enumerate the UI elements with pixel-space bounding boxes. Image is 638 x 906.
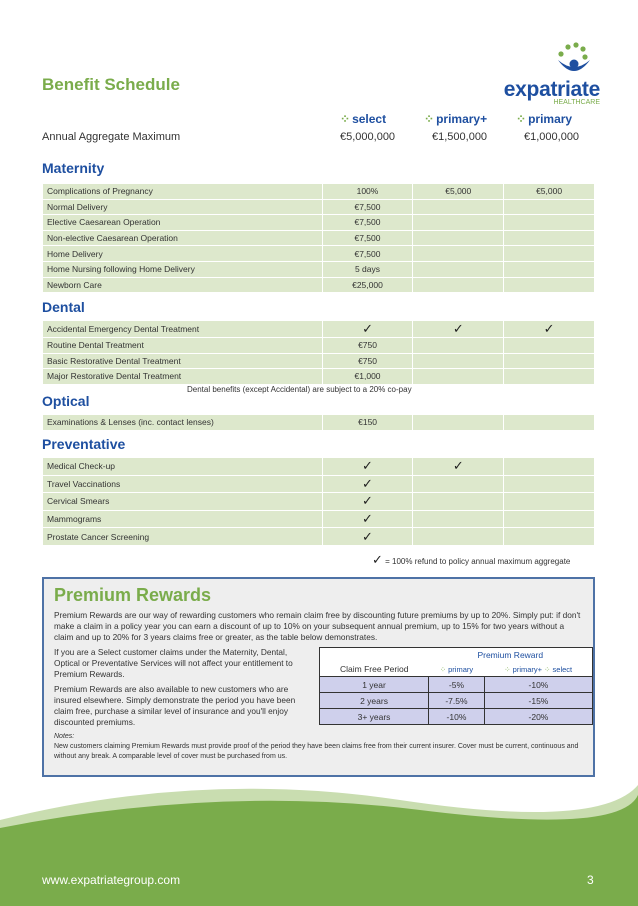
benefit-value: €25,000 — [322, 277, 413, 293]
table-row — [43, 415, 595, 431]
table-row — [43, 321, 595, 338]
benefit-value: €7,500 — [322, 199, 413, 215]
premium-rewards-title: Premium Rewards — [54, 585, 212, 605]
table-row — [43, 475, 595, 493]
maternity-table — [42, 183, 595, 293]
benefit-label: Elective Caesarean Operation — [43, 215, 323, 231]
annual-max-primaryplus: €1,500,000 — [432, 131, 488, 143]
logo-sub: HEALTHCARE — [553, 99, 600, 106]
reward-cell: -10% — [429, 709, 485, 725]
col-label: primary+ — [512, 664, 543, 674]
benefit-value: €150 — [322, 415, 413, 431]
reward-cell: 1 year — [320, 677, 429, 693]
reward-row — [320, 677, 593, 693]
check-icon: ✓ — [322, 493, 413, 511]
benefit-value — [504, 493, 595, 511]
reward-cell: 2 years — [320, 693, 429, 709]
claim-free-period-header: Claim Free Period — [320, 662, 429, 677]
benefit-value — [413, 277, 504, 293]
plan-logo-icon: ⁘ — [516, 112, 527, 126]
plan-logo-icon: ⁘ — [439, 664, 447, 674]
annual-max-select: €5,000,000 — [340, 131, 396, 143]
benefit-value — [413, 475, 504, 493]
benefit-value — [413, 415, 504, 431]
reward-row — [320, 709, 593, 725]
benefit-value — [413, 199, 504, 215]
benefit-label: Non-elective Caesarean Operation — [43, 230, 323, 246]
notes-label: Notes: — [54, 733, 75, 740]
benefit-value: €5,000 — [504, 184, 595, 200]
benefit-value — [504, 353, 595, 369]
benefit-label: Basic Restorative Dental Treatment — [43, 353, 323, 369]
logo-icon — [554, 42, 594, 78]
table-row — [43, 215, 595, 231]
benefit-value: €5,000 — [413, 184, 504, 200]
benefit-value — [504, 215, 595, 231]
check-icon: ✓ — [372, 552, 383, 567]
benefit-value — [413, 230, 504, 246]
benefit-value — [504, 528, 595, 546]
plan-primaryplus-header — [424, 112, 487, 126]
notes-text: New customers claiming Premium Rewards must provide proof of the period they have been claims free from their current insurer. Cover must be current, continuous and without any break. A comparable level of cover must be purchased from us. — [54, 743, 579, 760]
benefit-value — [413, 510, 504, 528]
benefit-value: €7,500 — [322, 215, 413, 231]
table-row — [43, 338, 595, 354]
table-row — [43, 458, 595, 476]
plan-select-header — [340, 112, 386, 126]
premium-reward-table — [319, 647, 593, 725]
benefit-value — [504, 277, 595, 293]
plan-logo-icon: ⁘ — [340, 112, 351, 126]
benefit-value: €7,500 — [322, 246, 413, 262]
rewards-text-column — [54, 647, 309, 732]
tick-legend — [372, 552, 570, 568]
benefit-value — [504, 415, 595, 431]
rewards-p1: If you are a Select customer claims under the Maternity, Dental, Optical or Preventative Services will not affect your entitlement to Premium Rewards. — [54, 647, 293, 679]
section-title-maternity: Maternity — [42, 160, 105, 176]
benefit-value: €1,000 — [322, 369, 413, 385]
page-number: 3 — [587, 873, 594, 887]
section-title-preventative: Preventative — [42, 436, 126, 452]
plan-label: primary — [528, 112, 573, 126]
table-row — [43, 246, 595, 262]
plan-logo-icon: ⁘ — [544, 664, 551, 674]
reward-cell: -7.5% — [429, 693, 485, 709]
benefit-label: Routine Dental Treatment — [43, 338, 323, 354]
section-title-dental: Dental — [42, 299, 85, 315]
benefit-label: Accidental Emergency Dental Treatment — [43, 321, 323, 338]
table-row — [43, 510, 595, 528]
benefit-label: Normal Delivery — [43, 199, 323, 215]
legend-text: = 100% refund to policy annual maximum aggregate — [385, 557, 571, 566]
annual-max-label: Annual Aggregate Maximum — [42, 131, 181, 143]
benefit-value — [504, 230, 595, 246]
check-icon: ✓ — [413, 321, 504, 338]
col-label: select — [552, 664, 573, 674]
plan-primary-header — [516, 112, 572, 126]
benefit-label: Complications of Pregnancy — [43, 184, 323, 200]
dental-table — [42, 320, 595, 385]
section-title-optical: Optical — [42, 393, 90, 409]
table-row — [43, 199, 595, 215]
reward-cell: -10% — [484, 677, 592, 693]
check-icon: ✓ — [322, 475, 413, 493]
table-row — [43, 277, 595, 293]
col-primaryplus-select-header — [484, 662, 592, 677]
plan-label: select — [352, 112, 387, 126]
rewards-intro: Premium Rewards are our way of rewarding customers who remain claim free by discounting future premiums by up to 20%. Simply put: if don't make a claim in a policy year you can earn a discount of up to 10% on your subsequent annual premium, up to 15% for two years without a claim and up to 20% for 3 years claims free or greater, as the table below demonstrates. — [54, 610, 581, 642]
page-title: Benefit Schedule — [42, 75, 180, 94]
reward-cell: -15% — [484, 693, 592, 709]
benefit-label: Newborn Care — [43, 277, 323, 293]
dental-note: Dental benefits (except Accidental) are subject to a 20% co-pay — [187, 385, 412, 394]
rewards-body — [54, 647, 585, 732]
check-icon: ✓ — [322, 528, 413, 546]
benefit-value — [504, 369, 595, 385]
logo-word: expatriate — [503, 78, 600, 101]
table-row — [43, 230, 595, 246]
benefit-value: €750 — [322, 338, 413, 354]
reward-cell: -5% — [429, 677, 485, 693]
footer-url[interactable]: www.expatriategroup.com — [42, 873, 181, 887]
table-row — [43, 184, 595, 200]
benefit-value — [413, 493, 504, 511]
benefit-label: Examinations & Lenses (inc. contact lenses) — [43, 415, 323, 431]
benefit-value — [504, 510, 595, 528]
benefit-value — [504, 458, 595, 476]
reward-row — [320, 693, 593, 709]
reward-cell: 3+ years — [320, 709, 429, 725]
benefit-value — [504, 246, 595, 262]
check-icon: ✓ — [413, 458, 504, 476]
check-icon: ✓ — [322, 510, 413, 528]
check-icon: ✓ — [322, 458, 413, 476]
expatriate-logo — [500, 42, 600, 106]
benefit-value: €7,500 — [322, 230, 413, 246]
table-row — [43, 528, 595, 546]
col-primary-header — [429, 662, 485, 677]
benefit-label: Cervical Smears — [43, 493, 323, 511]
plan-label: primary+ — [436, 112, 488, 126]
benefit-value — [413, 246, 504, 262]
benefit-value — [413, 215, 504, 231]
plan-logo-icon: ⁘ — [504, 664, 511, 674]
plan-logo-icon: ⁘ — [424, 112, 435, 126]
table-row — [43, 261, 595, 277]
preventative-table — [42, 457, 595, 546]
benefit-label: Travel Vaccinations — [43, 475, 323, 493]
benefit-value — [504, 199, 595, 215]
benefit-value: 100% — [322, 184, 413, 200]
benefit-value — [413, 528, 504, 546]
benefit-value — [504, 338, 595, 354]
benefit-label: Prostate Cancer Screening — [43, 528, 323, 546]
benefit-label: Home Delivery — [43, 246, 323, 262]
benefit-value: 5 days — [322, 261, 413, 277]
benefit-label: Home Nursing following Home Delivery — [43, 261, 323, 277]
check-icon: ✓ — [322, 321, 413, 338]
check-icon: ✓ — [504, 321, 595, 338]
table-row — [43, 493, 595, 511]
benefit-label: Medical Check-up — [43, 458, 323, 476]
table-row — [43, 353, 595, 369]
benefit-value — [413, 338, 504, 354]
benefit-value — [413, 353, 504, 369]
benefit-value — [413, 261, 504, 277]
benefit-value: €750 — [322, 353, 413, 369]
annual-max-primary: €1,000,000 — [524, 131, 580, 143]
benefit-label: Major Restorative Dental Treatment — [43, 369, 323, 385]
benefit-value — [504, 475, 595, 493]
benefit-value — [413, 369, 504, 385]
col-label: primary — [448, 664, 474, 674]
benefit-value — [504, 261, 595, 277]
premium-rewards-box — [42, 577, 595, 777]
rewards-p2: Premium Rewards are also available to new customers who are insured elsewhere. Simply demonstrate the period you have been claim free, purchase a similar level of insurance and you'll enjoy discounted premiums. — [54, 684, 296, 727]
benefit-label: Mammograms — [43, 510, 323, 528]
premium-reward-header: Premium Reward — [429, 648, 593, 663]
optical-table — [42, 414, 595, 431]
footer-wave — [0, 780, 638, 906]
reward-cell: -20% — [484, 709, 592, 725]
table-row — [43, 369, 595, 385]
